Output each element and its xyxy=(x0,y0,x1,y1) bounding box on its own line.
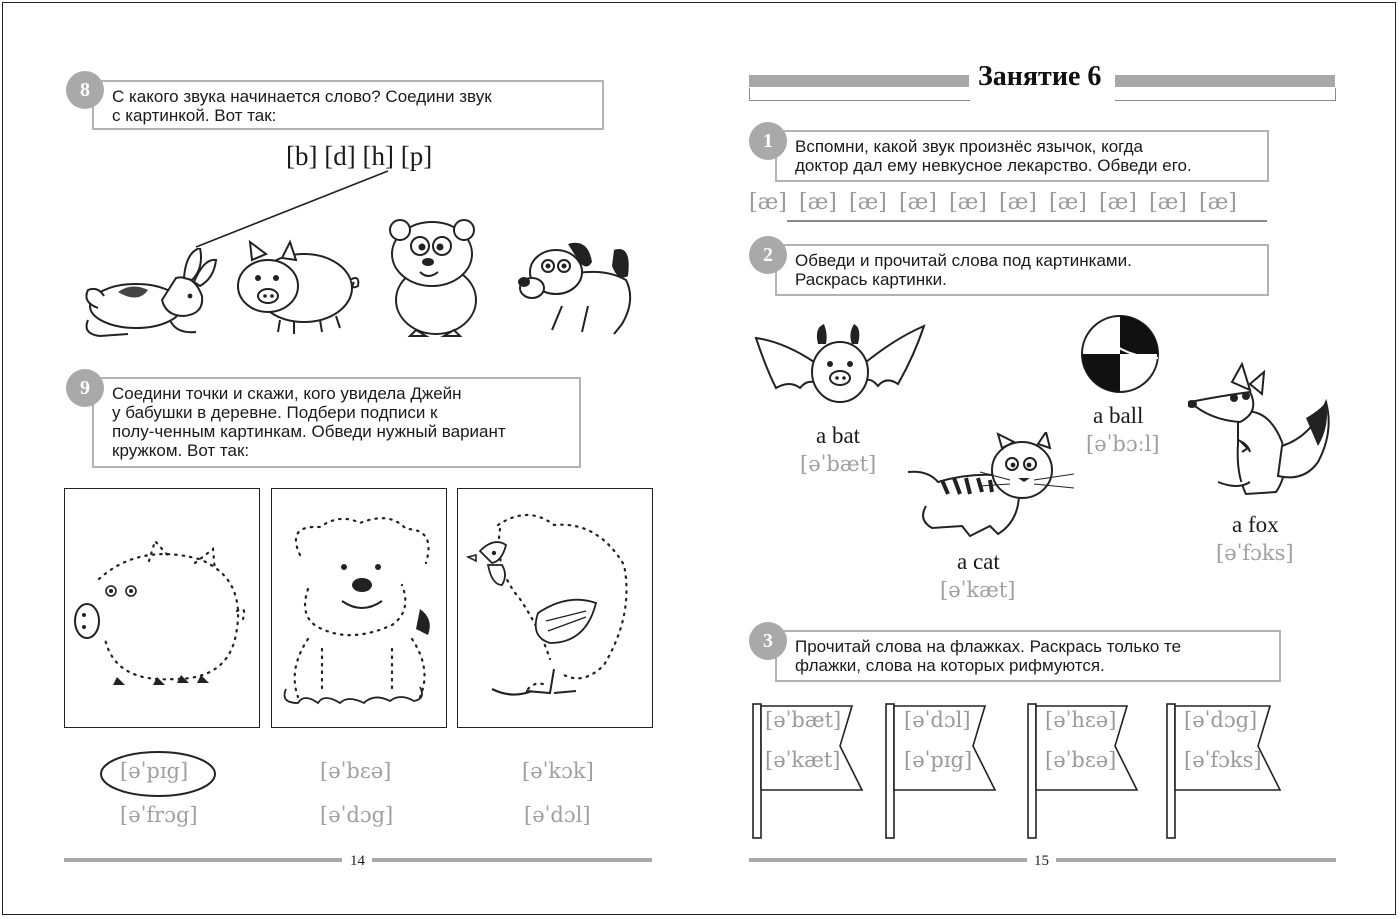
option-3-bottom: [əˈdɔl] xyxy=(524,803,591,827)
rabbit-icon xyxy=(78,248,218,340)
cat-icon xyxy=(898,432,1080,542)
task9-instruction xyxy=(92,377,581,468)
task2-number-badge: 2 xyxy=(749,236,787,274)
task1-number-badge: 1 xyxy=(749,122,787,160)
option-3-top: [əˈkɔk] xyxy=(522,759,594,783)
right-page-number: 15 xyxy=(1034,853,1049,869)
task3-number-badge: 3 xyxy=(749,622,787,660)
cat-transcription: [əˈkæt] xyxy=(940,578,1016,602)
task3-line2: флажки, слова на которых рифмуются. xyxy=(795,656,1105,675)
ae-symbol-8[interactable]: [æ] xyxy=(1099,190,1137,215)
lesson-title: Занятие 6 xyxy=(978,61,1102,92)
task1-line2: доктор дал ему невкусное лекарство. Обведи его. xyxy=(795,156,1192,175)
ae-symbol-7[interactable]: [æ] xyxy=(1049,190,1087,215)
task3-instruction xyxy=(775,630,1281,682)
dotted-bear-icon xyxy=(272,489,446,727)
dotted-rooster-icon xyxy=(458,489,652,727)
header-line-right xyxy=(1115,88,1336,101)
ae-symbol-1[interactable]: [æ] xyxy=(749,190,787,215)
right-footer-bar-left xyxy=(749,858,1027,862)
dog-icon xyxy=(518,236,642,336)
ae-symbol-9[interactable]: [æ] xyxy=(1149,190,1187,215)
task8-number-badge: 8 xyxy=(66,71,104,109)
task1-line1: Вспомни, какой звук произнёс язычок, когда xyxy=(795,137,1143,156)
dot-picture-box-2 xyxy=(271,488,447,728)
ball-word: a ball xyxy=(1093,403,1144,428)
left-footer-bar-right xyxy=(372,858,652,862)
flag-2-bottom: [əˈpɪg] xyxy=(904,748,973,772)
task8-line1: С какого звука начинается слово? Соедини звук xyxy=(112,87,492,106)
ae-symbol-6[interactable]: [æ] xyxy=(999,190,1037,215)
flag-1-bottom: [əˈkæt] xyxy=(765,748,841,772)
option-1-top: [əˈpɪg] xyxy=(120,759,189,783)
option-1-bottom: [əˈfrɔg] xyxy=(120,803,198,827)
ae-symbol-3[interactable]: [æ] xyxy=(849,190,887,215)
ae-symbol-4[interactable]: [æ] xyxy=(899,190,937,215)
ae-symbol-2[interactable]: [æ] xyxy=(799,190,837,215)
flag-4-bottom: [əˈfɔks] xyxy=(1184,748,1262,772)
bat-icon xyxy=(754,322,926,410)
header-bar-right xyxy=(1115,75,1335,87)
task2-line1: Обведи и прочитай слова под картинками. xyxy=(795,251,1132,270)
flag-3-top: [əˈhɛə] xyxy=(1045,708,1117,732)
task9-number-badge: 9 xyxy=(66,369,104,407)
right-footer-bar-right xyxy=(1056,858,1336,862)
cat-word: a cat xyxy=(957,549,1000,574)
task9-line1: Соедини точки и скажи, кого увидела Джейн xyxy=(112,384,462,403)
flag-4-top: [əˈdɔg] xyxy=(1184,708,1258,732)
ball-transcription: [əˈbɔːl] xyxy=(1086,432,1160,456)
left-page-number: 14 xyxy=(350,853,365,869)
option-2-top: [əˈbɛə] xyxy=(320,759,392,783)
header-bar-left xyxy=(749,75,969,87)
task9-line4: кружком. Вот так: xyxy=(112,441,250,460)
fox-transcription: [əˈfɔks] xyxy=(1216,541,1294,565)
bat-transcription: [əˈbæt] xyxy=(800,452,877,476)
pig-icon xyxy=(232,236,362,336)
fox-word: a fox xyxy=(1232,512,1279,537)
header-line-left xyxy=(749,88,970,101)
flag-1-top: [əˈbæt] xyxy=(765,708,842,732)
task1-instruction xyxy=(775,130,1269,182)
ae-symbol-10[interactable]: [æ] xyxy=(1199,190,1237,215)
fox-icon xyxy=(1188,362,1334,500)
task9-line2: у бабушки в деревне. Подбери подписи к xyxy=(112,403,438,422)
task8-instruction xyxy=(92,80,604,130)
task1-underline xyxy=(787,220,1267,222)
task8-sounds: [b] [d] [h] [p] xyxy=(286,141,433,171)
dot-picture-box-3 xyxy=(457,488,653,728)
task2-line2: Раскрась картинки. xyxy=(795,270,947,289)
task3-line1: Прочитай слова на флажках. Раскрась только те xyxy=(795,637,1182,656)
task8-line2: с картинкой. Вот так: xyxy=(112,106,277,125)
option-2-bottom: [əˈdɔg] xyxy=(320,803,394,827)
left-footer-bar-left xyxy=(64,858,342,862)
task2-instruction xyxy=(775,244,1269,296)
dotted-pig-icon xyxy=(65,489,259,727)
task9-line3: полу-ченным картинкам. Обведи нужный вариант xyxy=(112,422,506,441)
hamster-icon xyxy=(380,216,490,338)
bat-word: a bat xyxy=(816,423,861,448)
flag-3-bottom: [əˈbɛə] xyxy=(1045,748,1117,772)
flag-2-top: [əˈdɔl] xyxy=(904,708,971,732)
ae-symbol-5[interactable]: [æ] xyxy=(949,190,987,215)
dot-picture-box-1 xyxy=(64,488,260,728)
ball-icon xyxy=(1078,312,1162,396)
